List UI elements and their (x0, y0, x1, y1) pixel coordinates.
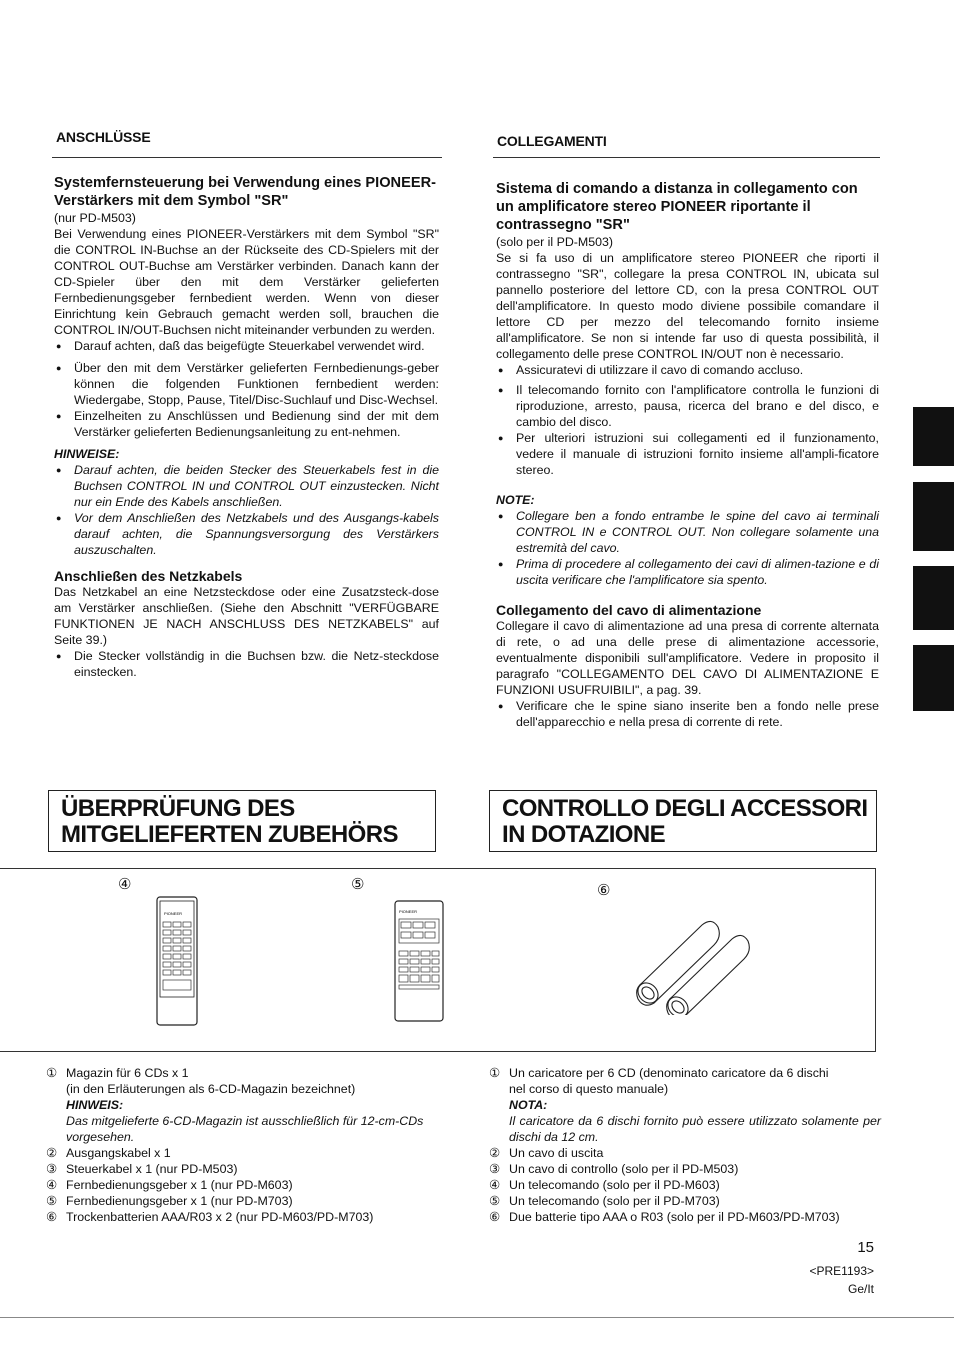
power-body-it: Collegare il cavo di alimentazione ad una presa di corrente alternata di rete, o ad una delle prese di alimentazione accessorie, eventualmente disponibili sull'amplificatore. Vedere in proposito il paragrafo "COLLEGAMENTO DEL CAVO DI ALIMENTAZIONE E FUNZIONI USUFRUIBILI", a pag. 39. (496, 619, 879, 697)
list-item: ⑥ Due batterie tipo AAA o R03 (solo per il PD-M603/PD-M703) (489, 1210, 840, 1224)
language-tab (913, 482, 954, 551)
section-label-it: COLLEGAMENTI (497, 133, 607, 149)
acc-note-de: Das mitgelieferte 6-CD-Magazin ist ausschließlich für 12-cm-CDs vorgesehen. (66, 1114, 424, 1144)
aaa-batteries-icon (630, 915, 760, 1015)
list-item: ● Prima di procedere al collegamento dei cavi di alimen-tazione e di uscita verificare che l'amplificatore sia spento. (496, 556, 879, 588)
language-tab (913, 566, 954, 630)
power-heading-it: Collegamento del cavo di alimentazione (496, 602, 762, 618)
list-item: ③ Un cavo di controllo (solo per il PD-M503) (489, 1162, 739, 1176)
model-note-de: (nur PD-M503) (54, 211, 136, 225)
footer-rule (0, 1317, 954, 1318)
figure-right-rule (875, 868, 876, 1051)
list-item: ② Un cavo di uscita (489, 1146, 604, 1160)
list-item: ① Un caricatore per 6 CD (denominato caricatore da 6 dischi (489, 1066, 829, 1080)
list-item: ② Ausgangskabel x 1 (46, 1146, 171, 1160)
list-item: ③ Steuerkabel x 1 (nur PD-M503) (46, 1162, 238, 1176)
divider-it (493, 157, 880, 158)
list-item: ● Verificare che le spine siano inserite ben a fondo nelle prese dell'apparecchio e nella presa di corrente di rete. (496, 698, 879, 730)
accessory-title-it: CONTROLLO DEGLI ACCESSORI IN DOTAZIONE (502, 795, 868, 848)
language-code: Ge/It (847, 1282, 874, 1296)
bullets-it (496, 362, 879, 478)
language-tab (913, 407, 954, 466)
figure-label-4: ④ (118, 876, 132, 893)
power-body-de: Das Netzkabel an eine Netzsteckdose oder eine Zusatzsteck-dose am Verstärker anschließen. (Siehe den Abschnitt "VERFÜGBARE FUNKTIONEN JE NACH ANSCHLUSS DES NETZKABELS" auf Seite 39.) (54, 585, 439, 647)
figure-label-6: ⑥ (597, 882, 611, 899)
list-item: (in den Erläuterungen als 6-CD-Magazin bezeichnet) (66, 1082, 356, 1096)
list-item: nel corso di questo manuale) (509, 1082, 669, 1096)
notes-de (54, 462, 439, 558)
notes-it (496, 508, 879, 588)
list-item: ● Il telecomando fornito con l'amplificatore controlla le funzioni di riproduzione, arresto, pausa, ricerca del brano e del disco, e cambio del disco. (496, 382, 879, 430)
list-item: ● Assicuratevi di utilizzare il cavo di comando accluso. (496, 362, 879, 378)
power-bullets-it (496, 698, 879, 730)
remote-control-pd-m703-icon (393, 899, 445, 1025)
model-note-it: (solo per il PD-M503) (496, 235, 614, 249)
list-item: ④ Un telecomando (solo per il PD-M603) (489, 1178, 720, 1192)
list-item: ⑤ Fernbedienungsgeber x 1 (nur PD-M703) (46, 1194, 293, 1208)
language-tab (913, 645, 954, 711)
column-it (496, 168, 879, 730)
power-bullets-de (54, 648, 439, 680)
acc-note-label-de: HINWEIS: (66, 1098, 124, 1112)
column-de (54, 164, 439, 680)
heading-de: Systemfernsteuerung bei Verwendung eines PIONEER- Verstärkers mit dem Symbol "SR" (54, 175, 436, 209)
list-item: ① Magazin für 6 CDs x 1 (46, 1066, 189, 1080)
list-item: ● Die Stecker vollständig in die Buchsen bzw. die Netz-steckdose einstecken. (54, 648, 439, 680)
accessory-title-box-it (489, 790, 877, 852)
accessory-title-de: ÜBERPRÜFUNG DES MITGELIEFERTEN ZUBEHÖRS (61, 795, 398, 848)
list-item: ● Vor dem Anschließen des Netzkabels und des Ausgangs-kabels darauf achten, die Spannungsversorgung des Verstärkers auszuschalten. (54, 510, 439, 558)
list-item: ● Per ulteriori istruzioni sui collegamenti ed il funzionamento, vedere il manuale di istruzioni fornito insieme all'ampli-ficatore stereo. (496, 430, 879, 478)
svg-text:PIONEER: PIONEER (399, 909, 418, 914)
list-item: ● Einzelheiten zu Anschlüssen und Bedienung sind der mit dem Verstärker gelieferten Bedienungsanleitung zu ent-nehmen. (54, 408, 439, 440)
heading-it: Sistema di comando a distanza in collegamento con un amplificatore stereo PIONEER riportante il contrassegno "SR" (496, 181, 858, 233)
body-it: Se si fa uso di un amplificatore stereo PIONEER che riporti il contrassegno "SR", collegare la presa CONTROL IN, ubicata sul pannello posteriore del lettore CD, con la presa CONTROL OUT dell'amplificatore. In questo modo diviene possibile comandare il lettore CD per mezzo del telecomando fornito insieme all'amplificatore. Se non si intende far uso di questa possibilità, il collegamento delle prese CONTROL IN/OUT non è necessario. (496, 251, 879, 361)
figure-bottom-rule (0, 1051, 876, 1052)
list-item: ● Über den mit dem Verstärker gelieferten Fernbedienungs-geber können die folgenden Funktionen fernbedient werden: Wiedergabe, Stopp, Pause, Titel/Disc-Suchlauf und Disc-Wechsel. (54, 360, 439, 408)
list-item: ④ Fernbedienungsgeber x 1 (nur PD-M603) (46, 1178, 293, 1192)
section-label-de: ANSCHLÜSSE (56, 129, 151, 145)
page-number: 15 (857, 1239, 874, 1256)
list-item: ● Darauf achten, daß das beigefügte Steuerkabel verwendet wird. (54, 338, 439, 354)
list-item: ⑥ Trockenbatterien AAA/R03 x 2 (nur PD-M603/PD-M703) (46, 1210, 374, 1224)
acc-note-it: Il caricatore da 6 dischi fornito può essere utilizzato solamente per dischi da 12 cm. (509, 1114, 881, 1144)
notes-label-de: HINWEISE: (54, 447, 120, 461)
figure-top-rule (0, 868, 876, 869)
divider-de (52, 157, 442, 158)
body-de: Bei Verwendung eines PIONEER-Verstärkers mit dem Symbol "SR" die CONTROL IN-Buchse an der Rückseite des CD-Spielers mit der CONTROL OUT-Buchse am Verstärker verbinden. Danach kann der CD-Spieler über den mit dem Verstärker gelieferten Fernbedienungsgeber fernbedient werden. Wenn von dieser Einrichtung kein Gebrauch gemacht werden soll, brauchen die CONTROL IN/OUT-Buchsen nicht miteinander verbunden zu werden. (54, 227, 439, 337)
bullets-de (54, 338, 439, 440)
accessory-title-box-de (48, 790, 436, 852)
accessory-list-it (489, 1065, 881, 1225)
remote-control-pd-m603-icon (155, 895, 201, 1027)
accessory-list-de (46, 1065, 444, 1225)
list-item: ⑤ Un telecomando (solo per il PD-M703) (489, 1194, 720, 1208)
list-item: ● Darauf achten, die beiden Stecker des Steuerkabels fest in die Buchsen CONTROL IN und CONTROL OUT einzustecken. Nicht nur ein Ende des Kabels anschließen. (54, 462, 439, 510)
power-heading-de: Anschließen des Netzkabels (54, 568, 243, 584)
acc-note-label-it: NOTA: (509, 1098, 548, 1112)
document-code: <PRE1193> (809, 1264, 874, 1278)
notes-label-it: NOTE: (496, 493, 535, 507)
list-item: ● Collegare ben a fondo entrambe le spine del cavo ai terminali CONTROL IN e CONTROL OUT. Non collegare solamente una estremità del cavo. (496, 508, 879, 556)
svg-text:PIONEER: PIONEER (164, 911, 183, 916)
figure-label-5: ⑤ (351, 876, 365, 893)
